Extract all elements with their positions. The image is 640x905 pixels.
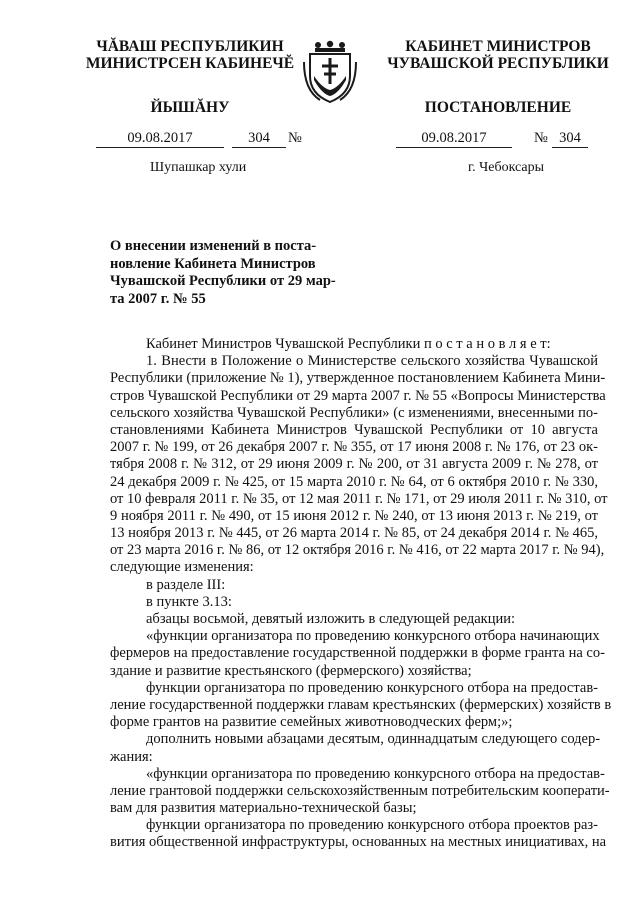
- body-line: форме грантов на развитие семейных животноводческих ферм;»;: [110, 714, 513, 731]
- header-right-line-1: КАБИНЕТ МИНИСТРОВ: [405, 38, 591, 55]
- subject-line: Чувашской Республики от 29 мар-: [110, 273, 336, 289]
- number-sign-left: №: [288, 130, 302, 146]
- body-line: «функции организатора по проведению конкурсного отбора на предостав-: [146, 765, 605, 782]
- header-left-line-1: ЧĂВАШ РЕСПУБЛИКИН: [96, 38, 284, 55]
- date-right: 09.08.2017: [396, 130, 512, 148]
- body-line: функции организатора по проведению конкурсного отбора проектов раз-: [146, 817, 598, 834]
- subject-line: новление Кабинета Министров: [110, 255, 316, 272]
- body-line: от 10 февраля 2011 г. № 35, от 12 мая 2011 г. № 171, от 29 июля 2011 г. № 310, от: [110, 490, 608, 507]
- body-line: становлениями Кабинета Министров Чувашской Республики от 10 августа: [110, 421, 598, 438]
- body-line: Республики (приложение № 1), утвержденное постановлением Кабинета Мини-: [110, 370, 606, 387]
- header-left-line-2: МИНИСТРСЕН КАБИНЕЧĔ: [85, 55, 295, 72]
- body-line: 9 ноября 2011 г. № 490, от 15 июня 2012 г. № 240, от 13 июня 2013 г. № 219, от: [110, 507, 598, 524]
- subject-line: та 2007 г. № 55: [110, 290, 206, 307]
- body-line: 24 декабря 2009 г. № 425, от 15 марта 2010 г. № 64, от 6 октября 2010 г. № 330,: [110, 473, 598, 490]
- body-line: здание и развитие крестьянского (фермерского) хозяйства;: [110, 662, 472, 679]
- body-line: абзацы восьмой, девятый изложить в следующей редакции:: [146, 611, 516, 627]
- body-line: в пункте 3.13:: [146, 593, 232, 610]
- body-line: от 23 марта 2016 г. № 86, от 12 октября 2016 г. № 416, от 22 марта 2017 г. № 94),: [110, 542, 605, 559]
- subject-line: О внесении изменений в поста-: [110, 238, 317, 254]
- body-line: следующие изменения:: [110, 559, 254, 576]
- chuvash-coat-of-arms-icon: [302, 40, 358, 104]
- numbering-right: [396, 130, 596, 148]
- numbering-left: [96, 130, 326, 148]
- number-sign-right: №: [534, 130, 548, 146]
- body-line: сельского хозяйства Чувашской Республики» (с изменениями, внесенными по-: [110, 404, 598, 421]
- body-line: функции организатора по проведению конкурсного отбора на предостав-: [146, 679, 598, 696]
- number-left: 304: [232, 130, 286, 148]
- body-line: 13 ноября 2013 г. № 445, от 26 марта 2014 г. № 85, от 24 декабря 2014 г. № 465,: [110, 525, 598, 542]
- document-body: [110, 336, 612, 852]
- header-right-russian: [378, 38, 618, 72]
- place-chuvash: Шупашкар хули: [150, 160, 247, 175]
- body-line: ление грантовой поддержки сельскохозяйственным потребительским кооперати-: [110, 782, 610, 799]
- body-line: 1. Внести в Положение о Министерстве сельского хозяйства Чувашской: [146, 353, 598, 370]
- body-line: в разделе III:: [146, 576, 226, 593]
- body-line: Кабинет Министров Чувашской Республики п о с т а н о в л я е т:: [146, 336, 551, 352]
- document-subject: [110, 238, 342, 308]
- body-line: «функции организатора по проведению конкурсного отбора начинающих: [146, 628, 600, 645]
- body-line: тября 2008 г. № 312, от 29 июня 2009 г. № 200, от 31 августа 2009 г. № 278, от: [110, 456, 598, 473]
- body-line: вития общественной инфраструктуры, основанных на местных инициативах, на: [110, 834, 607, 851]
- date-left: 09.08.2017: [96, 130, 224, 148]
- body-line: дополнить новыми абзацами десятым, одиннадцатым следующего содер-: [146, 731, 601, 748]
- header-right-line-2: ЧУВАШСКОЙ РЕСПУБЛИКИ: [387, 55, 609, 72]
- number-right: 304: [552, 130, 588, 148]
- body-line: ление государственной поддержки главам крестьянских (фермерских) хозяйств в: [110, 696, 612, 713]
- place-russian: г. Чебоксары: [468, 160, 545, 175]
- body-line: вам для развития материально-технической базы;: [110, 800, 417, 817]
- body-line: 2007 г. № 199, от 26 декабря 2007 г. № 355, от 17 июня 2008 г. № 176, от 23 ок-: [110, 439, 598, 456]
- body-line: жания:: [110, 748, 153, 765]
- body-line: фермеров на предоставление государственной поддержки в форме гранта на со-: [110, 645, 605, 662]
- doc-type-chuvash: ЙЫШĂНУ: [150, 99, 230, 116]
- body-line: стров Чувашской Республики от 29 марта 2007 г. № 55 «Вопросы Министерства: [110, 387, 606, 404]
- doc-type-russian: ПОСТАНОВЛЕНИЕ: [424, 99, 572, 116]
- header-left-chuvash: [70, 38, 310, 72]
